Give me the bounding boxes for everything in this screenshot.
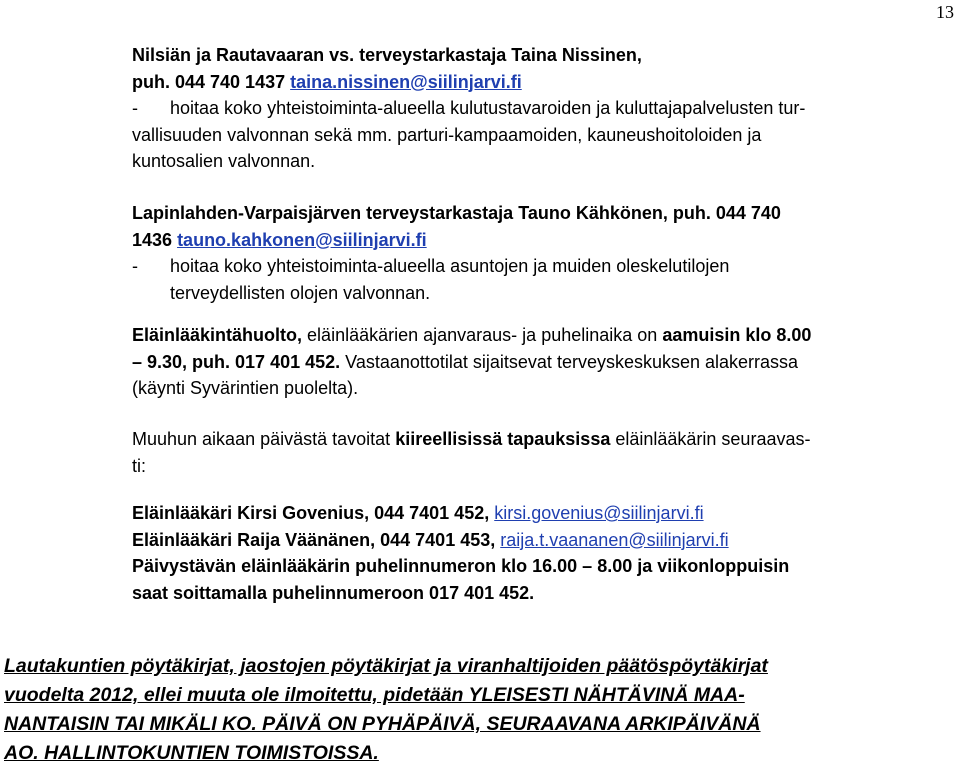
- section2-email-link[interactable]: tauno.kahkonen@siilinjarvi.fi: [177, 229, 427, 250]
- section3-text2: Vastaanottotilat sijaitsevat terveyskeskuksen alakerrassa: [345, 351, 799, 372]
- section2-contact: [132, 227, 932, 254]
- section2-task-line2: terveydellisten olojen valvonnan.: [170, 282, 431, 303]
- vet2-text: Eläinlääkäri Raija Väänänen, 044 7401 453,: [132, 529, 496, 550]
- notice-line4: AO. HALLINTOKUNTIEN TOIMISTOISSA.: [4, 742, 379, 764]
- section-health-inspector-nissinen: [132, 42, 932, 175]
- notice-line2: vuodelta 2012, ellei muuta ole ilmoitettu, pidetään YLEISESTI NÄHTÄVINÄ MAA-: [4, 684, 745, 706]
- vet1-email-link[interactable]: kirsi.govenius@siilinjarvi.fi: [494, 503, 704, 523]
- duty-line2: saat soittamalla puhelinnumeroon 017 401 452.: [132, 582, 535, 603]
- section1-task-line2: vallisuuden valvonnan sekä mm. parturi-kampaamoiden, kauneushoitoloiden ja: [132, 124, 762, 145]
- section1-task-text: [170, 95, 932, 122]
- section1-task-line1: hoitaa koko yhteistoiminta-alueella kulutustavaroiden ja kuluttajapalvelusten tur-: [170, 98, 806, 118]
- bullet-dash: -: [132, 256, 138, 276]
- section-veterinary-care: [132, 322, 932, 402]
- section-urgent-cases: [132, 426, 932, 479]
- section4-urgent: kiireellisissä tapauksissa: [395, 429, 611, 449]
- notice-line1: Lautakuntien pöytäkirjat, jaostojen pöytäkirjat ja viranhaltijoiden päätöspöytäkirjat: [4, 655, 768, 677]
- vet1-line: [132, 500, 932, 527]
- public-notice: [4, 652, 954, 768]
- vet1-text: Eläinlääkäri Kirsi Govenius, 044 7401 452,: [132, 503, 490, 523]
- section3-text1: eläinlääkärien ajanvaraus- ja puhelinaika on: [307, 325, 658, 345]
- notice-line3: NANTAISIN TAI MIKÄLI KO. PÄIVÄ ON PYHÄPÄIVÄ, SEURAAVANA ARKIPÄIVÄNÄ: [4, 713, 761, 735]
- section3-line2: [132, 349, 932, 376]
- section2-phone-end: 1436: [132, 229, 173, 250]
- section3-line3: (käynti Syvärintien puolelta).: [132, 378, 359, 398]
- section2-task-text: [170, 253, 932, 306]
- bullet-dash: -: [132, 98, 138, 118]
- section1-title: Nilsiän ja Rautavaaran vs. terveystarkastaja Taina Nissinen,: [132, 45, 642, 65]
- section1-task-item: [132, 95, 932, 122]
- section4-line2: ti:: [132, 455, 147, 476]
- section4-text1: Muuhun aikaan päivästä tavoitat: [132, 429, 391, 449]
- section1-phone: puh. 044 740 1437: [132, 71, 286, 92]
- vet2-email-link[interactable]: raija.t.vaananen@siilinjarvi.fi: [500, 529, 729, 550]
- section1-task-line3: kuntosalien valvonnan.: [132, 151, 316, 171]
- section-veterinarians: [132, 500, 932, 606]
- page-number: 13: [936, 2, 954, 22]
- section4-text2: eläinlääkärin seuraavas-: [615, 429, 811, 449]
- section1-email-link[interactable]: taina.nissinen@siilinjarvi.fi: [290, 71, 522, 92]
- section2-task-line1: hoitaa koko yhteistoiminta-alueella asuntojen ja muiden oleskelutilojen: [170, 256, 730, 276]
- section1-contact: [132, 69, 932, 96]
- section4-line1: [132, 426, 932, 453]
- section3-heading: Eläinlääkintähuolto,: [132, 325, 303, 345]
- section2-task-item: [132, 253, 932, 306]
- section3-phone: – 9.30, puh. 017 401 452.: [132, 351, 341, 372]
- duty-line1: Päivystävän eläinlääkärin puhelinnumeron klo 16.00 – 8.00 ja viikonloppuisin: [132, 556, 790, 576]
- section3-hours: aamuisin klo 8.00: [662, 325, 812, 345]
- section3-line1: [132, 322, 932, 349]
- section-health-inspector-kahkonen: [132, 200, 932, 306]
- vet2-line: [132, 527, 932, 554]
- section2-title: Lapinlahden-Varpaisjärven terveystarkastaja Tauno Kähkönen, puh. 044 740: [132, 203, 781, 223]
